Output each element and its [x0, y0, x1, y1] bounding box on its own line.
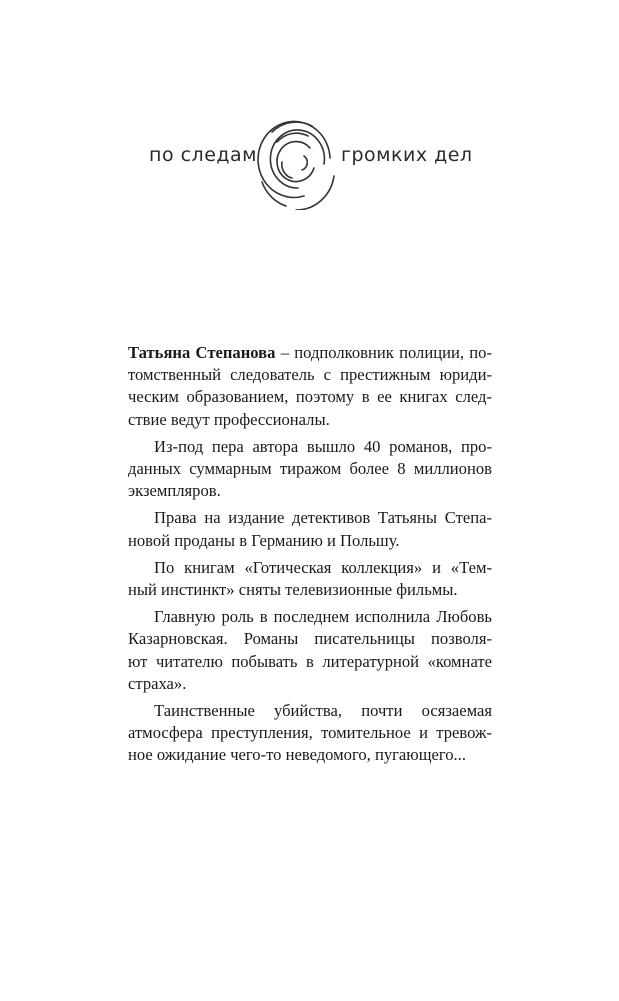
author-bio	[128, 342, 492, 772]
bio-paragraph-6: Таинственные убийства, почти осязаемая атмосфера преступления, томительное и тревож- ное ожидание чего-то неведомого, пугающего...	[128, 701, 492, 765]
author-name: Татьяна Степанова	[128, 343, 276, 362]
bio-paragraph-1: Татьяна Степанова – подполковник полиции, по- томственный следователь с престижным юриди- ческим образованием, поэтому в ее книгах след- ствие ведут профессионалы.	[128, 343, 492, 429]
series-title-right: громких дел	[341, 144, 473, 166]
bio-paragraph-5: Главную роль в последнем исполнила Любовь Казарновская. Романы писательницы позволя- ют читателю побывать в литературной «комнате страха».	[128, 607, 492, 693]
bio-paragraph-4: По книгам «Готическая коллекция» и «Тем- ный инстинкт» сняты телевизионные фильмы.	[128, 557, 492, 600]
spiral-logo-icon	[252, 118, 338, 210]
bio-paragraph-3: Права на издание детективов Татьяны Степа- новой проданы в Германию и Польшу.	[128, 508, 492, 550]
bio-paragraph-2: Из-под пера автора вышло 40 романов, про- данных суммарным тиражом более 8 миллионов экземпляров.	[128, 436, 492, 501]
series-header	[0, 118, 619, 218]
series-title-left: по следам	[149, 144, 257, 166]
